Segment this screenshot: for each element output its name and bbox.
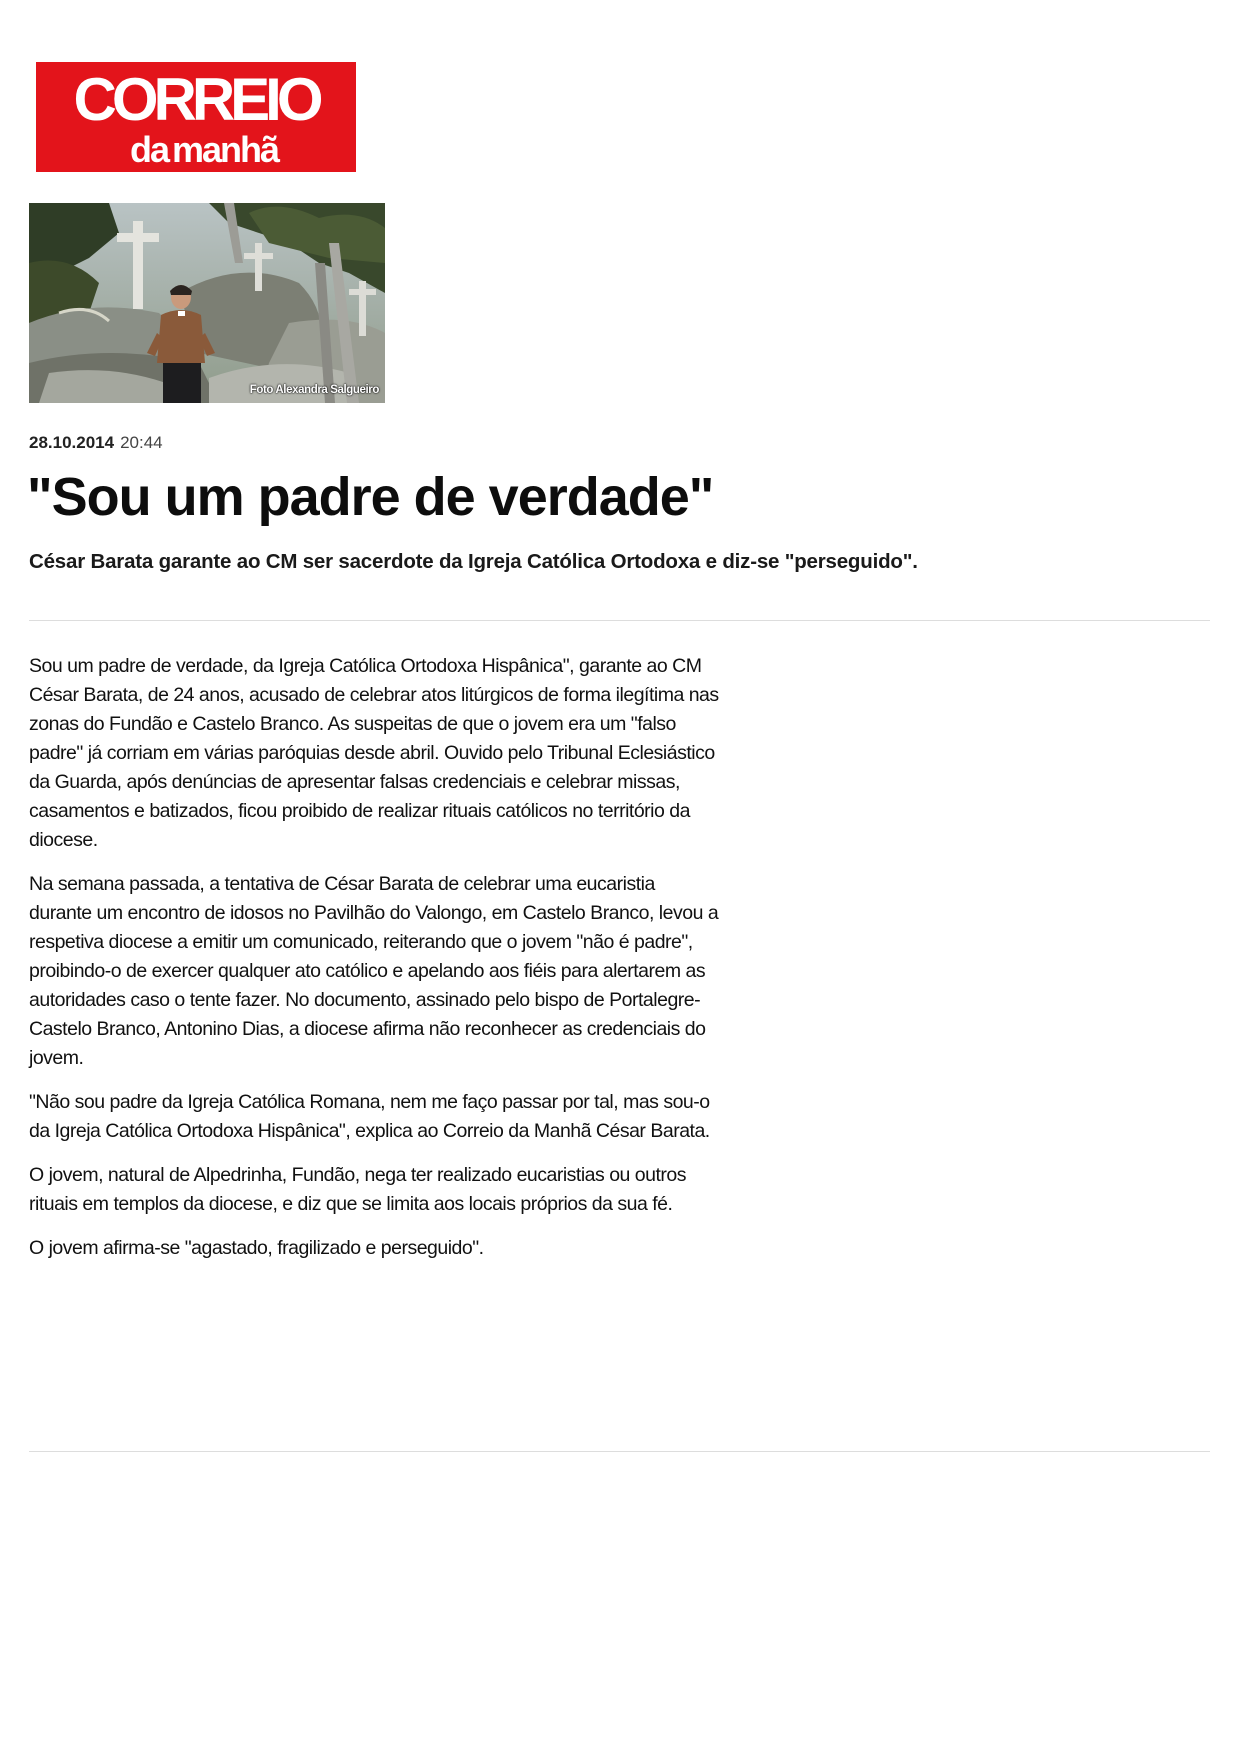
article-paragraph: Na semana passada, a tentativa de César Barata de celebrar uma eucaristia durante um encontro de idosos no Pavilhão do Valongo, em Castelo Branco, levou a respetiva diocese a emitir um comunicado, reiterando que o jovem "não é padre", proibindo-o de exercer qualquer ato católico e apelando aos fiéis para alertarem as autoridades caso o tente fazer. No documento, assinado pelo bispo de Portalegre-Castelo Branco, Antonino Dias, a diocese afirma não reconhecer as credenciais do jovem.: [29, 873, 719, 1069]
article-time: 20:44: [120, 433, 163, 452]
article-paragraph: O jovem, natural de Alpedrinha, Fundão, nega ter realizado eucaristias ou outros rituais em templos da diocese, e diz que se limita aos locais próprios da sua fé.: [29, 1164, 687, 1215]
article-paragraph: Sou um padre de verdade, da Igreja Católica Ortodoxa Hispânica", garante ao CM César Barata, de 24 anos, acusado de celebrar atos litúrgicos de forma ilegítima nas zonas do Fundão e Castelo Branco. As suspeitas de que o jovem era um "falso padre" já corriam em várias paróquias desde abril. Ouvido pelo Tribunal Eclesiástico da Guarda, após denúncias de apresentar falsas credenciais e celebrar missas, casamentos e batizados, ficou proibido de realizar rituais católicos no território da diocese.: [29, 655, 719, 851]
logo-line2-a: da: [129, 129, 168, 170]
divider-bottom: [29, 1451, 1210, 1452]
logo-wordmark: [36, 62, 356, 172]
article-paragraph: O jovem afirma-se "agastado, fragilizado e perseguido".: [29, 1237, 484, 1259]
photo-credit: Foto Alexandra Salgueiro: [249, 384, 379, 396]
divider-top: [29, 620, 1210, 621]
article-dateline: [29, 433, 163, 453]
logo-line2-b: manhã: [172, 129, 279, 170]
article-headline: "Sou um padre de verdade": [27, 467, 714, 527]
article-photo[interactable]: [29, 203, 385, 403]
photo-illustration: [29, 203, 385, 403]
article-paragraph: "Não sou padre da Igreja Católica Romana, nem me faço passar por tal, mas sou-o da Igreja Católica Ortodoxa Hispânica", explica ao Correio da Manhã César Barata.: [29, 1091, 710, 1142]
article-body: [29, 652, 719, 1278]
article-date: 28.10.2014: [29, 433, 115, 452]
logo-line1: CORREIO: [73, 66, 319, 133]
article-lead: César Barata garante ao CM ser sacerdote da Igreja Católica Ortodoxa e diz-se "perseguido".: [29, 550, 918, 573]
correio-da-manha-logo[interactable]: [36, 62, 356, 172]
